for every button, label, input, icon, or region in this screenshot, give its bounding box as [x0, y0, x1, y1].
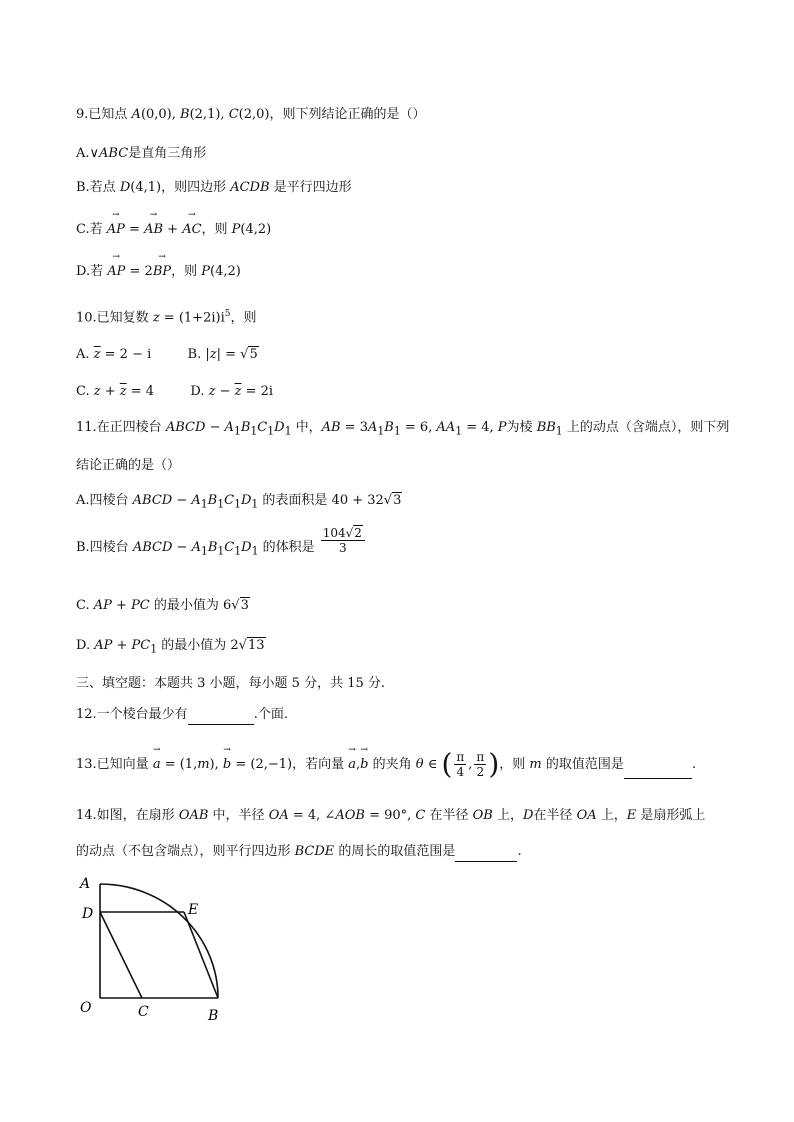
q11-option-b: B.四棱台 ABCD − $A_1B_1C_1D_1$ 的体积是 $\frac{104√2}{3}$ [76, 538, 367, 562]
q12-blank[interactable] [188, 710, 254, 725]
q9-stem [76, 105, 425, 125]
label-b: B [208, 1008, 219, 1024]
q13-blank[interactable] [624, 764, 692, 779]
q11-option-d: D. AP + $PC_1$ 的最小值为 2√13 [76, 638, 265, 656]
q14-blank[interactable] [455, 847, 517, 862]
q11-option-c: C. AP + PC 的最小值为 6√3 [76, 598, 249, 613]
q13: 13.已知向量 → a = (1,m), → b = (2,−1)，若向量 → a,→ b 的夹角 θ ∈ ( $\frac{\pi}{4}$ , $\frac{\pi}{2}$ )，则 m 的取值范围是 . [76, 750, 696, 779]
q14-line2: 的动点（不包含端点），则平行四边形 BCDE 的周长的取值范围是 . [76, 842, 522, 862]
sector-diagram [76, 874, 236, 1024]
q11-stem-line1: 11.在正四棱台 ABCD − $A_1B_1C_1D_1$ 中，AB = $3A_1B_1 = 6$, $AA_1 = 4$, P为棱 $BB_1$ 上的动点（含端点），则下列 [76, 420, 730, 438]
q9-option-b: B.若点 D(4,1)，则四边形 ACDB 是平行四边形 [76, 180, 352, 195]
section3-heading: 三、填空题：本题共 3 小题，每小题 5 分，共 15 分. [76, 676, 386, 691]
q10-option-d: D. $z - \overline{z} = 2i$ [190, 384, 274, 399]
sector-figure [76, 874, 236, 1028]
q10-option-a: A. $\overline{z} = 2 - i$ [76, 347, 152, 362]
q10-options-ab [76, 345, 259, 365]
q10-options-cd [76, 382, 273, 402]
q11-option-a: A.四棱台 ABCD − $A_1B_1C_1D_1$ 的表面积是 40 + 32√3 [76, 493, 402, 511]
sector-arc [100, 884, 218, 998]
q11-stem-line2: 结论正确的是（） [76, 458, 181, 473]
label-d: D [82, 906, 94, 922]
label-a: A [80, 876, 91, 892]
label-c: C [138, 1004, 149, 1020]
q10-option-b: B. |z| = √5 [187, 347, 258, 362]
label-e: E [188, 902, 199, 918]
q9-option-c: C.若 → AP = → AB + → AC，则 P(4,2) [76, 220, 271, 240]
q9-option-a: A.∨ABC是直角三角形 [76, 146, 207, 161]
q10-stem: 10.已知复数 $z = (1+2i)i^5$，则 [76, 309, 257, 326]
label-o: O [80, 1000, 92, 1016]
segment-dc [100, 912, 142, 998]
q9-stem-text: 9.已知点 A(0,0), B(2,1), C(2,0)，则下列结论正确的是（） [76, 107, 426, 122]
q14-line1: 14.如图，在扇形 OAB 中，半径 OA = 4, ∠AOB = 90°, C 在半径 OB 上，D在半径 OA 上，E 是扇形弧上 [76, 808, 706, 823]
q9-option-d: D.若 → AP = 2→ BP，则 P(4,2) [76, 262, 241, 282]
q12: 12.一个棱台最少有 .个面. [76, 705, 288, 725]
segment-eb [184, 912, 218, 998]
q10-option-c: C. $z + \overline{z} = 4$ [76, 384, 155, 399]
